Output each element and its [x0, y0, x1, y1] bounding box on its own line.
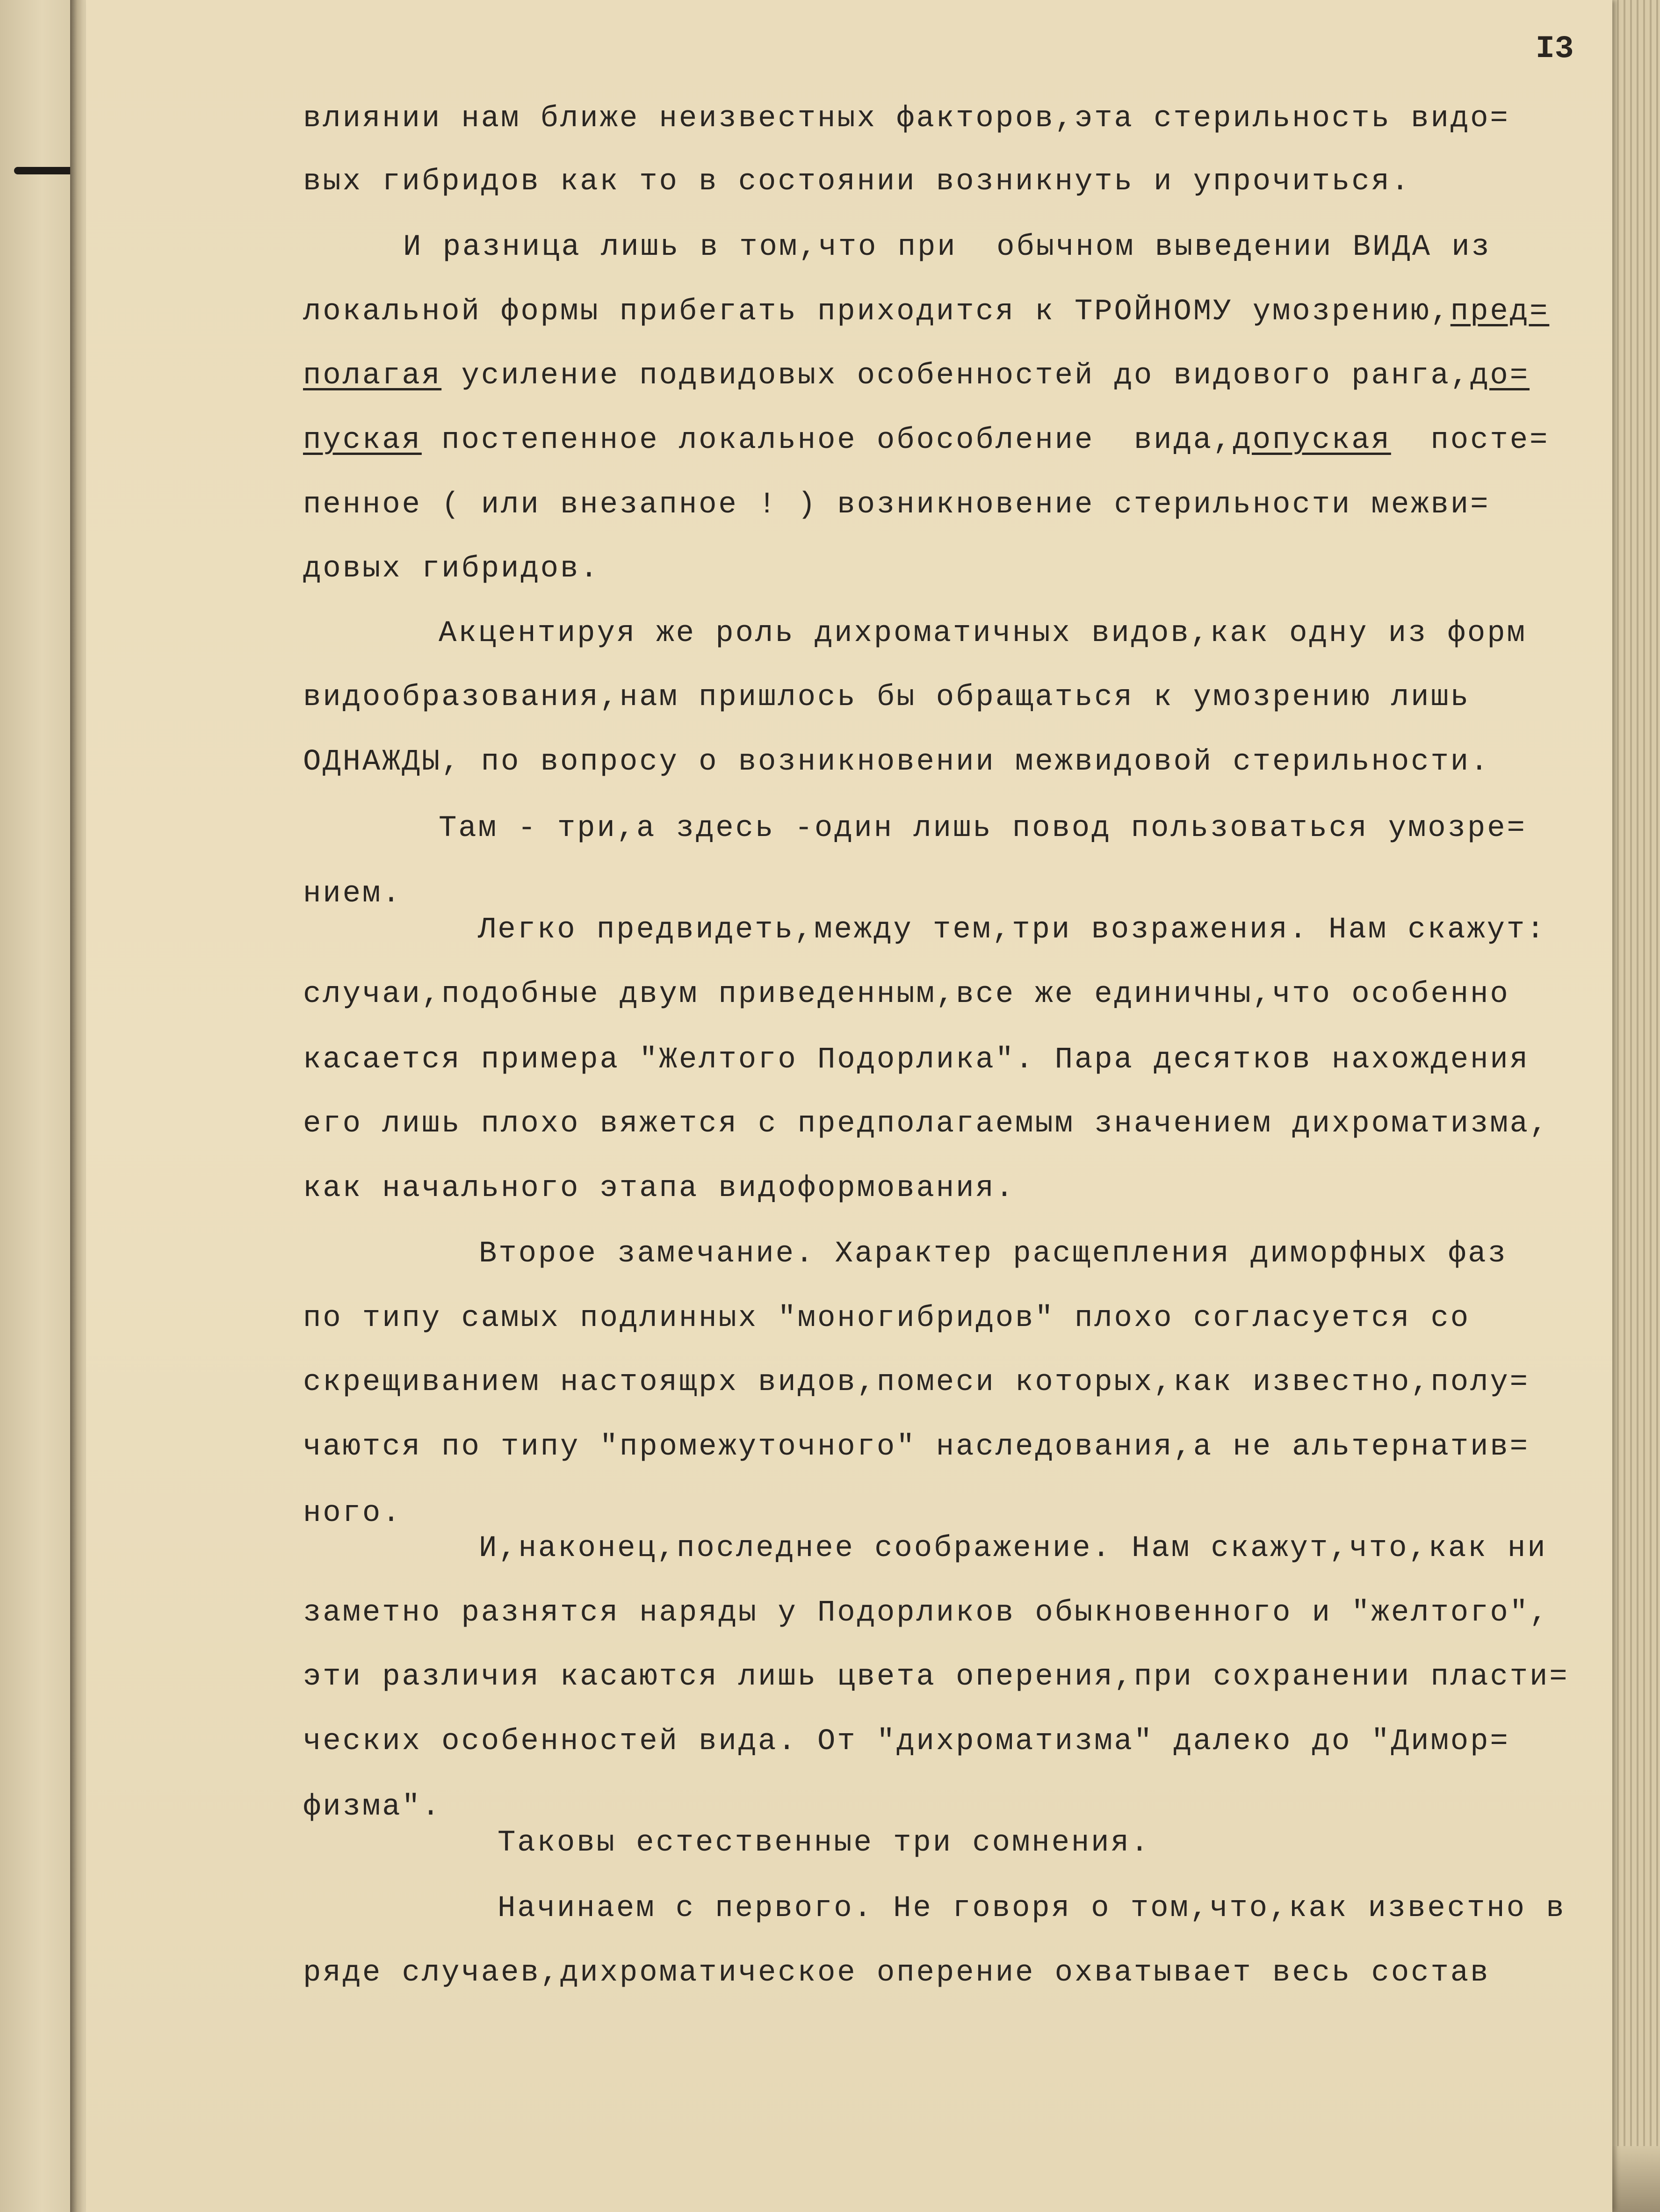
text-line: Акцентируя же роль дихроматичных видов,как одну из форм	[439, 617, 1527, 650]
text-line: видообразования,нам пришлось бы обращаться к умозрению лишь	[303, 681, 1471, 714]
text-line: ческих особенностей вида. От "дихроматизма" далеко до "Димор=	[303, 1725, 1510, 1758]
text-line: эти различия касаются лишь цвета оперения,при сохранении пласти=	[303, 1660, 1569, 1694]
text-line: пенное ( или внезапное ! ) возникновение стерильности межви=	[303, 488, 1490, 522]
page-edge-stack	[1612, 0, 1660, 2212]
text-line	[303, 361, 1530, 391]
text-line: чаются по типу "промежуточного" наследования,а не альтернатив=	[303, 1430, 1530, 1464]
text-line	[303, 297, 1549, 327]
text-line: ОДНАЖДЫ, по вопросу о возникновении межвидовой стерильности.	[303, 745, 1490, 779]
text-line: нием.	[303, 877, 402, 911]
text-line: случаи,подобные двум приведенным,все же единичны,что особенно	[303, 978, 1510, 1011]
text-line: ного.	[303, 1497, 402, 1530]
underlined-word: полагая	[303, 359, 442, 393]
left-page	[0, 0, 70, 2212]
text-line: Начинаем с первого. Не говоря о том,что,как известно в	[498, 1892, 1566, 1925]
text-segment: постепенное локальное обособление вида,	[421, 424, 1233, 457]
text-line: Легко предвидеть,между тем,три возражения. Нам скажут:	[478, 913, 1546, 947]
text-segment: усиление подвидовых особенностей до видового ранга,	[441, 359, 1471, 393]
text-line: по типу самых подлинных "моногибридов" плохо согласуется со	[303, 1302, 1471, 1335]
underlined-word: пред=	[1450, 295, 1550, 329]
underlined-word: до=	[1470, 359, 1530, 393]
text-line	[303, 425, 1549, 455]
book-gutter	[70, 0, 86, 2212]
text-line: вых гибридов как то в состоянии возникнуть и упрочиться.	[303, 165, 1411, 199]
underlined-word: допуская	[1233, 424, 1391, 457]
typewritten-page	[86, 0, 1612, 2212]
page-number: I3	[1536, 31, 1574, 67]
text-segment: посте=	[1391, 424, 1550, 457]
text-line: ряде случаев,дихроматическое оперение охватывает весь состав	[303, 1956, 1490, 1990]
text-line: Таковы естественные три сомнения.	[498, 1826, 1151, 1860]
text-line: его лишь плохо вяжется с предполагаемым значением дихроматизма,	[303, 1107, 1550, 1141]
text-line: физма".	[303, 1790, 442, 1824]
text-line: скрещиванием настоящрх видов,помеси которых,как известно,полу=	[303, 1366, 1530, 1399]
text-segment: локальной формы прибегать приходится к ТРОЙНОМУ умозрению,	[303, 295, 1451, 329]
text-line: Там - три,а здесь -один лишь повод пользоваться умозре=	[439, 812, 1527, 845]
text-line: И разница лишь в том,что при обычном выведении ВИДА из	[403, 231, 1491, 264]
text-line: И,наконец,последнее соображение. Нам скажут,что,как ни	[479, 1532, 1547, 1565]
text-line: касается примера "Желтого Подорлика". Пара десятков нахождения	[303, 1043, 1530, 1077]
text-line: довых гибридов.	[303, 552, 600, 586]
text-line: влиянии нам ближе неизвестных факторов,эта стерильность видо=	[303, 102, 1510, 136]
underlined-word: пуская	[303, 424, 422, 457]
text-line: Второе замечание. Характер расщепления диморфных фаз	[479, 1237, 1508, 1271]
text-line: заметно разнятся наряды у Подорликов обыкновенного и "желтого",	[303, 1596, 1550, 1630]
text-line: как начального этапа видоформования.	[303, 1172, 1016, 1205]
